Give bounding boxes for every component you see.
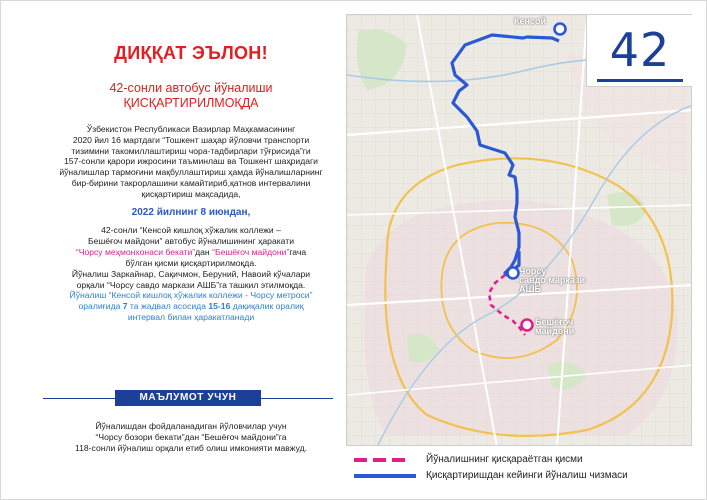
intro-line: тизимини такомиллаштириш чора-тадбирлари тўғрисида”ги <box>71 145 311 156</box>
info-label: МАЪЛУМОТ УЧУН <box>115 390 261 406</box>
legend-row-cut <box>354 453 684 467</box>
body-line: Йўналиш Заркайнар, Сақичмон, Беруний, Навоий кўчалари <box>71 268 311 279</box>
stop-chorsu-marker <box>508 268 519 279</box>
body-line-route: Йўналиш “Кенсой кишлоқ хўжалик коллежи - Чорсу метроси” <box>69 290 313 301</box>
stop-beshyogoch-label-line: майдони <box>535 326 575 336</box>
body-paragraph <box>41 225 341 323</box>
body-text: та жадвал асосида <box>127 301 209 312</box>
route-number-underline <box>597 79 683 82</box>
footer-paragraph <box>41 421 341 454</box>
intro-line: қисқартириш мақсадида, <box>141 188 241 199</box>
body-line: орқали “Чорсу савдо маркази АШБ”га ташкил этилмоқда. <box>76 279 306 290</box>
body-text: дақиқалик оралиқ <box>230 301 304 312</box>
body-line: Бешёғоч майдони” автобус йўналишининг ҳаракати <box>87 235 294 246</box>
info-bar <box>43 390 333 406</box>
legend-new-label: Қисқартиришдан кейинги йўналиш чизмаси <box>426 470 628 481</box>
notice-subhead <box>41 81 341 111</box>
intro-line: бир-бирини такрорлашини камайтириб,қатнов интервалини <box>71 177 311 188</box>
footer-line: “Чорсу бозори бекати”дан “Бешёғоч майдони”га <box>95 432 287 442</box>
effective-date: 2022 йилнинг 8 июндан, <box>131 207 251 218</box>
stop-beshyogoch-label <box>535 318 574 336</box>
map-legend <box>346 447 692 487</box>
route-number-box <box>586 15 692 87</box>
intro-line: 2020 йил 16 мартдаги “Тошкент шаҳар йўловчи транспорти <box>72 134 310 145</box>
intro-line: йўналишлар тармоғини мақбуллаштириш ҳамда йўналишларнинг <box>59 167 323 178</box>
stop-kensoy-label: Кенсой <box>514 16 546 26</box>
stop-beshyogoch-label-line: Бешёғоч <box>535 317 574 327</box>
stop-chorsu-label-line: АШБ <box>519 284 542 294</box>
stop-beshyogoch: “Бешёғоч майдони” <box>212 246 290 257</box>
legend-dash-swatch <box>354 458 416 462</box>
legend-solid-swatch <box>354 474 416 478</box>
intro-line: 157-сонли қарори ижросини таъминлаш ва Тошкент шаҳридаги <box>64 156 318 167</box>
body-line: 42-сонли “Кенсой кишлоқ хўжалик коллежи – <box>101 225 281 235</box>
schedule-count: 7 <box>122 301 128 312</box>
route-number: 42 <box>609 23 671 77</box>
intro-line: Ўзбекистон Республикаси Вазирлар Маҳкамасининг <box>86 124 296 134</box>
stop-chorsu-label-line: Чорсу <box>519 266 547 276</box>
subhead-line-2: ҚИСҚАРТИРИЛМОҚДА <box>123 96 259 110</box>
body-text: оралиғида <box>78 301 123 312</box>
body-text: гача <box>289 246 307 257</box>
stop-chorsu-label-line: савдо маркази <box>519 275 586 285</box>
interval-minutes: 15-16 <box>208 301 231 312</box>
body-line: бўлган қисми қисқартирилмоқда. <box>125 257 257 268</box>
body-line: интервал билан ҳаракатланади <box>127 312 255 323</box>
subhead-line-1: 42-сонли автобус йўналиши <box>109 81 273 95</box>
legend-cut-label: Йўналишнинг қисқараётган қисми <box>426 454 583 465</box>
stop-kensoy-marker <box>555 24 566 35</box>
stop-beshyogoch-marker <box>522 320 533 331</box>
intro-paragraph <box>41 124 341 200</box>
stop-chorsu-hotel: “Чорсу меҳмонхонаси бекати” <box>75 246 196 257</box>
body-line-interval <box>41 301 341 312</box>
footer-line: Йўналишдан фойдаланадиган йўловчилар учун <box>95 421 287 431</box>
stop-chorsu-label <box>519 267 585 294</box>
footer-line: 118-сонли йўналиш орқали етиб олиш имконияти мавжуд. <box>74 443 307 453</box>
legend-row-new <box>354 469 684 483</box>
body-text: дан <box>195 246 213 257</box>
body-line <box>41 247 341 258</box>
notice-headline: ДИҚҚАТ ЭЪЛОН! <box>114 43 268 63</box>
